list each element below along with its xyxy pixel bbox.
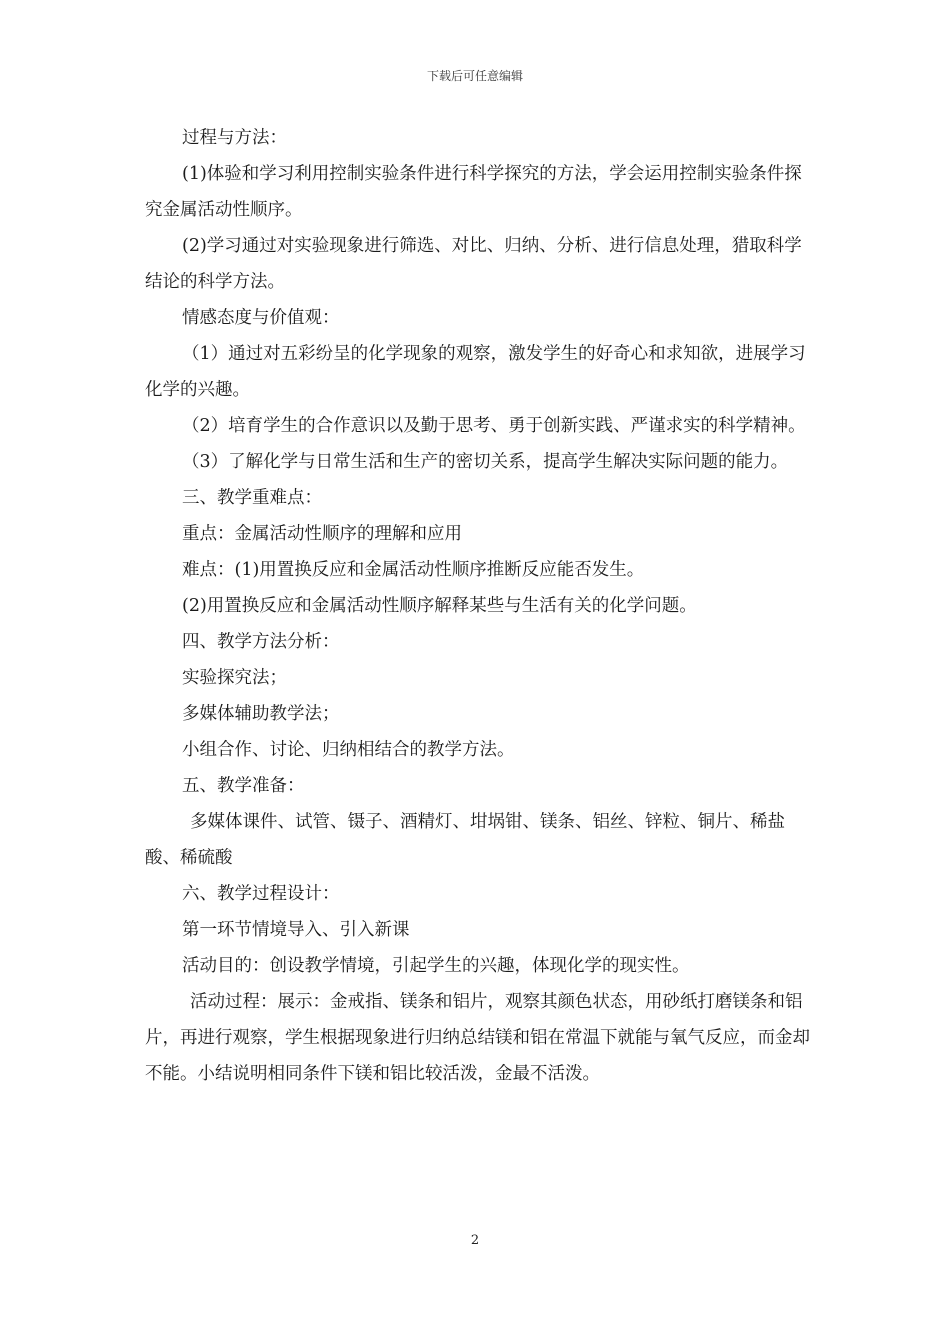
paragraph-method-1: 实验探究法； <box>182 668 287 688</box>
paragraph-activity-process: 活动过程：展示：金戒指、镁条和铝片，观察其颜色状态，用砂纸打磨镁条和铝片，再进行观察，学生根据现象进行归纳总结镁和铝在常温下就能与氧气反应，而金却不能。小结说明相同条件下镁和铝比较活泼，金最不活泼。 <box>145 992 810 1084</box>
paragraph-attitude-item-1: （1）通过对五彩纷呈的化学现象的观察，激发学生的好奇心和求知欲，进展学习化学的兴趣。 <box>145 344 806 400</box>
paragraph-difficulty-2: (2)用置换反应和金属活动性顺序解释某些与生活有关的化学问题。 <box>182 596 697 616</box>
section-heading-key-points: 三、教学重难点： <box>182 488 322 508</box>
page-header: 下载后可任意编辑 <box>426 69 523 83</box>
paragraph-attitude-item-3: （3）了解化学与日常生活和生产的密切关系，提高学生解决实际问题的能力。 <box>182 452 789 472</box>
section-heading-process-design: 六、教学过程设计： <box>182 884 340 904</box>
section-heading-preparation: 五、教学准备： <box>182 776 305 796</box>
paragraph-process-method-heading: 过程与方法： <box>182 128 287 148</box>
paragraph-process-item-2: (2)学习通过对实验现象进行筛选、对比、归纳、分析、进行信息处理，猎取科学结论的科学方法。 <box>145 236 802 292</box>
paragraph-attitude-heading: 情感态度与价值观： <box>182 308 340 328</box>
paragraph-activity-goal: 活动目的：创设教学情境，引起学生的兴趣，体现化学的现实性。 <box>182 956 690 976</box>
document-body <box>145 120 810 1092</box>
paragraph-stage-one: 第一环节情境导入、引入新课 <box>182 920 410 940</box>
paragraph-process-item-1: (1)体验和学习利用控制实验条件进行科学探究的方法，学会运用控制实验条件探究金属活动性顺序。 <box>145 164 802 220</box>
paragraph-method-3: 小组合作、讨论、归纳相结合的教学方法。 <box>182 740 515 760</box>
section-heading-methods: 四、教学方法分析： <box>182 632 340 652</box>
paragraph-materials: 多媒体课件、试管、镊子、酒精灯、坩埚钳、镁条、铝丝、锌粒、铜片、稀盐酸、稀硫酸 <box>145 812 785 868</box>
paragraph-difficulty-1: 难点：(1)用置换反应和金属活动性顺序推断反应能否发生。 <box>182 560 645 580</box>
paragraph-attitude-item-2: （2）培育学生的合作意识以及勤于思考、勇于创新实践、严谨求实的科学精神。 <box>182 416 806 436</box>
page-number: 2 <box>470 1233 480 1248</box>
paragraph-method-2: 多媒体辅助教学法； <box>182 704 340 724</box>
paragraph-key-point: 重点：金属活动性顺序的理解和应用 <box>182 524 462 544</box>
